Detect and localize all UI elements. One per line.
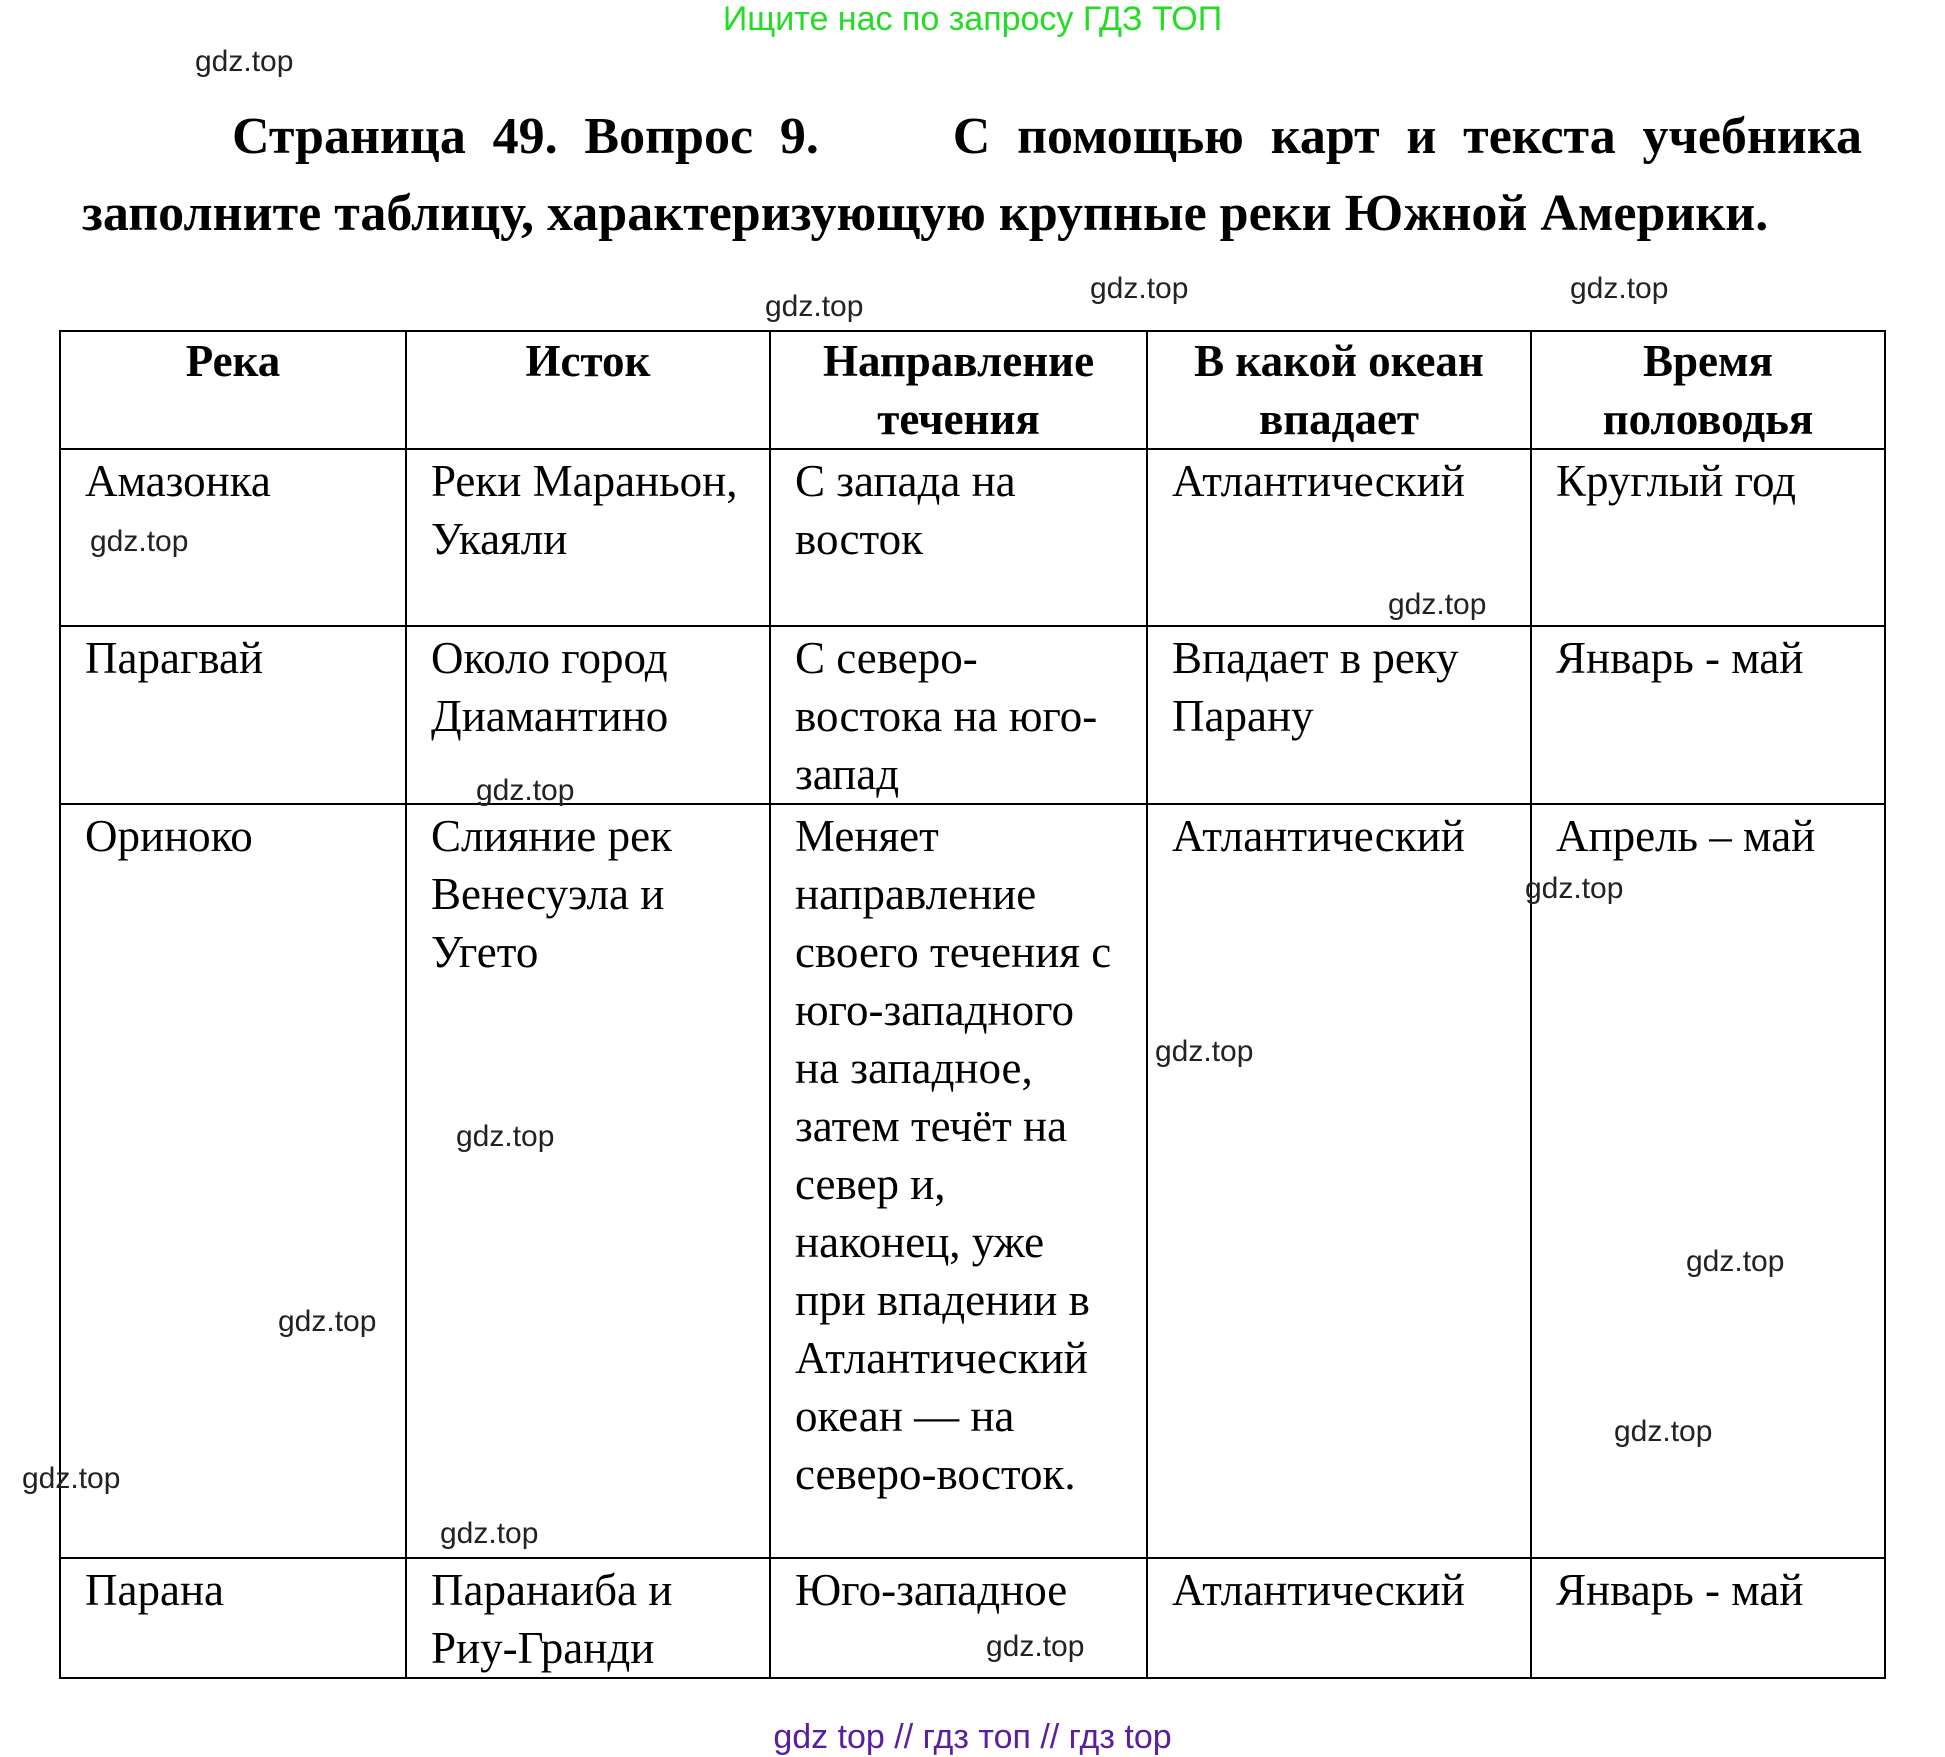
header-river: Река	[60, 331, 406, 449]
cell-source: Слияние рек Венесуэла и Угето	[406, 804, 770, 1558]
cell-river: Амазонка	[60, 449, 406, 626]
table-row	[60, 1558, 1885, 1678]
watermark: gdz.top	[456, 1120, 555, 1153]
cell-flood-time: Январь - май	[1531, 1558, 1885, 1678]
cell-flood-time: Январь - май	[1531, 626, 1885, 804]
cell-ocean: Атлантический	[1147, 1558, 1531, 1678]
watermark: gdz.top	[278, 1305, 377, 1338]
cell-direction: Юго-западное	[770, 1558, 1147, 1678]
header-source: Исток	[406, 331, 770, 449]
cell-source: Около город Диамантино	[406, 626, 770, 804]
watermark: gdz.top	[1388, 588, 1487, 621]
cell-direction: Меняет направление своего течения с юго-западного на западное, затем течёт на север и, наконец, уже при впадении в Атлантический океан — на северо-восток.	[770, 804, 1147, 1558]
cell-flood-time: Круглый год	[1531, 449, 1885, 626]
search-hint-banner: Ищите нас по запросу ГДЗ ТОП	[722, 0, 1223, 38]
cell-river: Парана	[60, 1558, 406, 1678]
rivers-table	[59, 330, 1886, 1679]
cell-source: Паранаиба и Риу-Гранди	[406, 1558, 770, 1678]
question-number: Страница 49. Вопрос 9.	[232, 108, 819, 165]
question-text: С помощью карт и текста учебника заполните таблицу, характеризующую крупные реки Южной Америки.	[82, 108, 1863, 242]
cell-ocean: Атлантический	[1147, 804, 1531, 1558]
cell-ocean: Атлантический	[1147, 449, 1531, 626]
watermark: gdz.top	[1525, 872, 1624, 905]
watermark: gdz.top	[1155, 1035, 1254, 1068]
watermark: gdz.top	[22, 1462, 121, 1495]
watermark: gdz.top	[195, 45, 294, 78]
cell-ocean: Впадает в реку Парану	[1147, 626, 1531, 804]
cell-source: Реки Мараньон, Укаяли	[406, 449, 770, 626]
header-direction: Направление течения	[770, 331, 1147, 449]
watermark: gdz.top	[1090, 272, 1189, 305]
cell-direction: С запада на восток	[770, 449, 1147, 626]
watermark: gdz.top	[90, 525, 189, 558]
watermark: gdz.top	[1686, 1245, 1785, 1278]
watermark: gdz.top	[1614, 1415, 1713, 1448]
watermark: gdz.top	[986, 1630, 1085, 1663]
table-row	[60, 804, 1885, 1558]
question-title	[82, 98, 1862, 252]
table-header-row	[60, 331, 1885, 449]
table-row	[60, 449, 1885, 626]
cell-direction: С северо-востока на юго-запад	[770, 626, 1147, 804]
cell-river: Парагвай	[60, 626, 406, 804]
watermark: gdz.top	[440, 1517, 539, 1550]
watermark: gdz.top	[476, 774, 575, 807]
watermark: gdz.top	[1570, 272, 1669, 305]
watermark: gdz.top	[765, 290, 864, 323]
table-row	[60, 626, 1885, 804]
header-flood-time: Время половодья	[1531, 331, 1885, 449]
cell-flood-time: Апрель – май	[1531, 804, 1885, 1558]
footer-watermark: gdz top // гдз топ // гдз top	[773, 1718, 1172, 1756]
cell-river: Ориноко	[60, 804, 406, 1558]
header-ocean: В какой океан впадает	[1147, 331, 1531, 449]
